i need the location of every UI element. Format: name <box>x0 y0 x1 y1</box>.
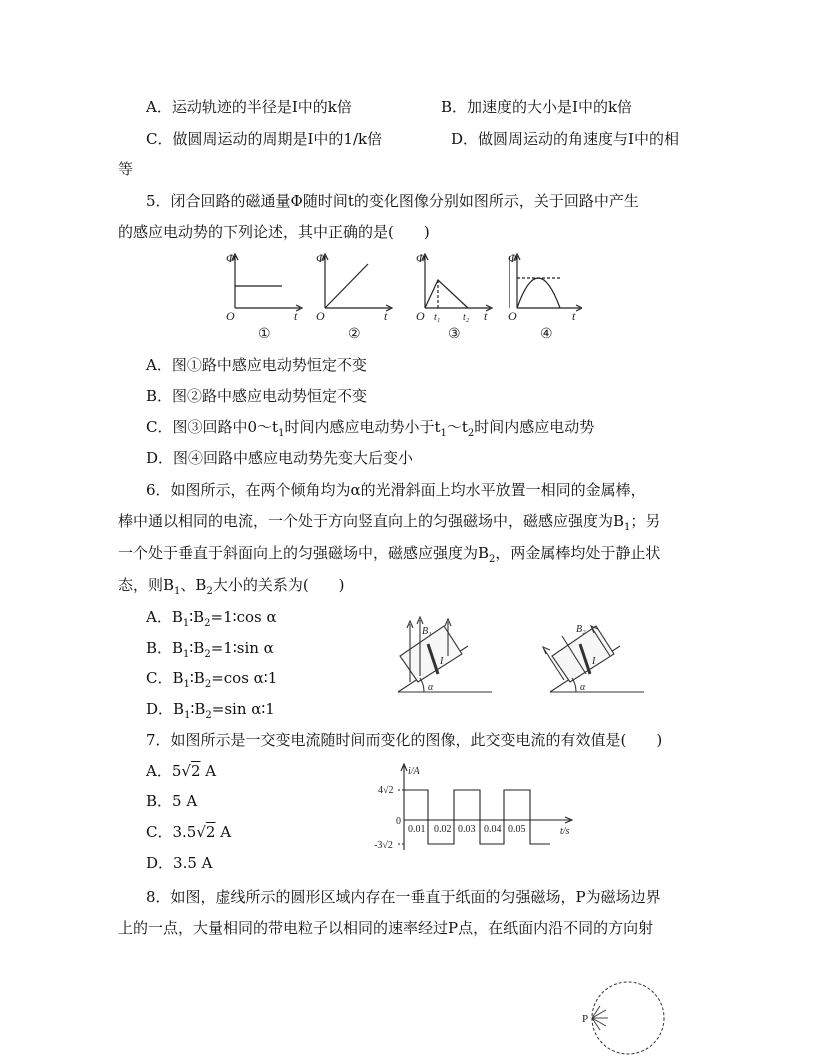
q7-option-a: A．5√2 A <box>146 762 217 780</box>
q4-option-d-continuation: 等 <box>118 160 134 178</box>
q6-fig-right-current-label: I <box>592 656 596 667</box>
q5-option-c: C．图③回路中$0\sim t_1$时间内感应电动势小于$t_1\sim t_2$时间内感应电动势 <box>146 418 595 439</box>
q4-option-d: D．做圆周运动的角速度与Ⅰ中的相 <box>451 130 679 148</box>
q6-option-a: A．$B_1∶B_2=1∶\cos$ α <box>146 608 277 629</box>
q5-fig3-caption: ③ <box>448 327 461 342</box>
q7-fig-ymin: -3√2 <box>374 840 393 851</box>
q5-fig4-phi-label: Φ <box>508 251 518 265</box>
q5-fig3-t-label: t <box>484 309 488 323</box>
q5-flux-graphs-figure <box>220 250 510 342</box>
q5-fig2-phi-label: Φ <box>316 251 326 265</box>
q5-fig2-origin: O <box>316 309 325 323</box>
q8-stem-line1: 8．如图，虚线所示的圆形区域内存在一垂直于纸面的匀强磁场，P为磁场边界 <box>146 888 661 906</box>
q7-fig-tick-2: 0.02 <box>434 824 452 835</box>
q5-fig3-t2-label: t₂ <box>463 312 470 323</box>
q5-stem-line2: 的感应电动势的下列论述，其中正确的是( ) <box>118 223 430 241</box>
q7-fig-ymax: 4√2 <box>378 785 394 796</box>
q7-option-c: C．3.5√2 A <box>146 823 232 841</box>
q7-current-graph <box>374 762 580 854</box>
q5-fig4-origin: O <box>508 309 517 323</box>
q6-option-d: D．$B_1∶B_2=\sin$ α∶1 <box>146 700 275 721</box>
q8-fig-point-p: P <box>582 1013 589 1025</box>
q6-fig-b1-label: B₁ <box>422 626 432 637</box>
q5-option-a: A．图①路中感应电动势恒定不变 <box>146 356 367 374</box>
q6-fig-b2-label: B₂ <box>576 624 586 635</box>
q8-magnetic-field-circle-figure <box>572 970 668 1056</box>
q5-option-b: B．图②路中感应电动势恒定不变 <box>146 387 368 405</box>
q4-option-c: C．做圆周运动的周期是Ⅰ中的1/k倍 <box>146 130 383 148</box>
q5-fig1-origin: O <box>226 309 235 323</box>
q7-stem: 7．如图所示是一交变电流随时间而变化的图像，此交变电流的有效值是( ) <box>146 731 663 749</box>
q5-fig2-caption: ② <box>348 327 361 342</box>
q6-option-b: B．$B_1∶B_2=1∶\sin$ α <box>146 639 274 660</box>
q5-stem-line1: 5．闭合回路的磁通量Φ随时间t的变化图像分别如图所示，关于回路中产生 <box>146 192 639 210</box>
q6-incline-figure <box>380 616 680 696</box>
q5-fig3-origin: O <box>416 309 425 323</box>
q4-option-b: B．加速度的大小是Ⅰ中的k倍 <box>441 98 633 116</box>
q5-fig4-t-label: t <box>572 309 576 323</box>
q6-stem-line3: 一个处于垂直于斜面向上的匀强磁场中，磁感应强度为$B_2$，两金属棒均处于静止状 <box>118 544 661 565</box>
q6-fig-left-alpha: α <box>428 682 434 693</box>
q7-option-d: D．3.5 A <box>146 854 213 872</box>
q7-fig-tick-1: 0.01 <box>408 824 426 835</box>
q7-fig-tick-4: 0.04 <box>484 824 502 835</box>
q5-fig3-t1-label: t₁ <box>434 312 441 323</box>
q7-fig-xlabel: t/s <box>560 826 570 837</box>
q5-option-d: D．图④回路中感应电动势先变大后变小 <box>146 449 414 467</box>
q7-option-b: B．5 A <box>146 792 198 810</box>
q5-fig4 <box>502 250 582 342</box>
q6-fig-left-current-label: I <box>440 656 444 667</box>
q5-fig2-t-label: t <box>384 309 388 323</box>
q6-stem-line1: 6．如图所示，在两个倾角均为α的光滑斜面上均水平放置一相同的金属棒， <box>146 481 646 499</box>
q6-option-c: C．$B_1∶B_2=\cos$ α∶1 <box>146 669 278 690</box>
q7-fig-tick-5: 0.05 <box>508 824 526 835</box>
q4-option-a: A．运动轨迹的半径是Ⅰ中的k倍 <box>146 98 352 116</box>
q5-fig1-phi-label: Φ <box>226 251 236 265</box>
q5-fig1-caption: ① <box>258 327 271 342</box>
q5-fig3-phi-label: Φ <box>416 251 426 265</box>
q5-fig1-t-label: t <box>294 309 298 323</box>
q6-stem-line4: 态，则$B_1$、$B_2$大小的关系为( ) <box>118 576 345 597</box>
q5-fig4-caption: ④ <box>540 327 553 342</box>
q7-fig-origin: 0 <box>396 816 401 827</box>
q6-stem-line2: 棒中通以相同的电流，一个处于方向竖直向上的匀强磁场中，磁感应强度为$B_1$；另 <box>118 512 661 533</box>
q6-fig-right-alpha: α <box>580 682 586 693</box>
q7-fig-ylabel: i/A <box>408 766 420 777</box>
q7-fig-tick-3: 0.03 <box>458 824 476 835</box>
q8-stem-line2: 上的一点，大量相同的带电粒子以相同的速率经过P点，在纸面内沿不同的方向射 <box>118 919 654 937</box>
